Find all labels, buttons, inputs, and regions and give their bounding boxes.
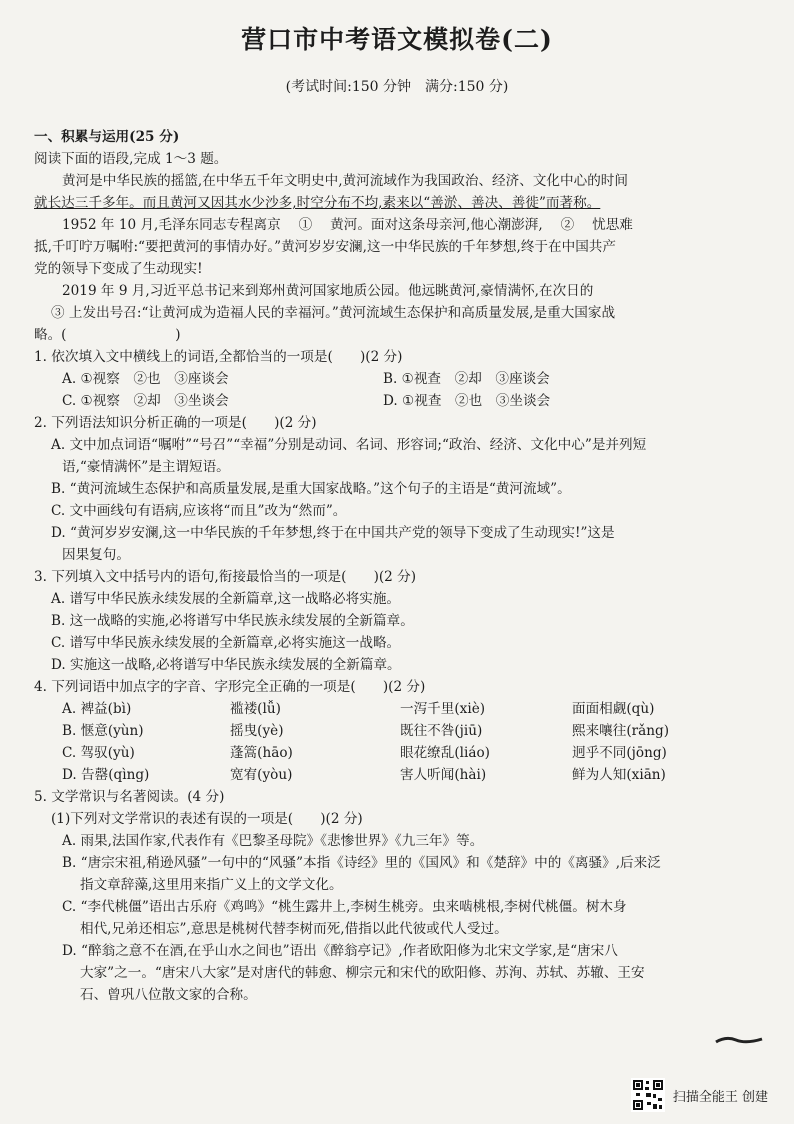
question-5-line: 相代,兄弟还相忘”,意思是桃树代替李树而死,借指以此代彼或代人受过。 [80,921,508,937]
option-b: B. ①视查 ②却 ③座谈会 [383,371,550,387]
question-2-line: D. “黄河岁岁安澜,这一中华民族的千年梦想,终于在中国共产党的领导下变成了生动现实!”这是 [51,525,615,541]
question-5-line: C. “李代桃僵”语出古乐府《鸡鸣》“桃生露井上,李树生桃旁。虫来啮桃根,李树代桃僵。树木身 [62,899,627,915]
exam-info: (考试时间:150 分钟 满分:150 分) [285,79,509,95]
q4-cell: 眼花缭乱(liáo) [400,745,490,761]
section-heading: 一、积累与运用(25 分) [34,129,180,145]
question-2-line: A. 文中加点词语“嘱咐”“号召”“幸福”分别是动词、名词、形容词;“政治、经济、文化中心”是并列短 [51,437,647,453]
question-5-line: B. “唐宗宋祖,稍逊风骚”一句中的“风骚”本指《诗经》里的《国风》和《楚辞》中的《离骚》,后来泛 [62,855,661,871]
question-5-line: 大家”之一。“唐宋八大家”是对唐代的韩愈、柳宗元和宋代的欧阳修、苏洵、苏轼、苏辙、王安 [80,965,645,981]
question-4-row [34,764,774,786]
question-4-row [34,742,774,764]
scanner-watermark [631,1078,768,1112]
question-5-line: 石、曾巩八位散文家的合称。 [80,987,257,1003]
option-a: A. ①视察 ②也 ③座谈会 [62,371,229,387]
reading-intro: 阅读下面的语段,完成 1～3 题。 [34,151,228,167]
question-2-stem: 2. 下列语法知识分析正确的一项是( )(2 分) [34,415,317,431]
option-d: D. ①视查 ②也 ③坐谈会 [383,393,551,409]
q4-cell: 摇曳(yè) [230,723,284,739]
question-1-stem: 1. 依次填入文中横线上的词语,全都恰当的一项是( )(2 分) [34,349,403,365]
q4-cell: 蓬篙(hāo) [230,745,293,761]
question-5-sub1: (1)下列对文学常识的表述有误的一项是( )(2 分) [51,811,363,827]
q4-cell: 面面相觑(qù) [572,701,655,717]
passage-line: 抵,千叮咛万嘱咐:“要把黄河的事情办好。”黄河岁岁安澜,这一中华民族的千年梦想,终于在中国共产 [34,239,616,255]
question-2-line: 语,“豪情满怀”是主谓短语。 [62,459,230,475]
page-mark-icon [714,1030,764,1050]
page-title: 营口市中考语文模拟卷(二) [241,25,553,54]
passage-line: ③ 上发出号召:“让黄河成为造福人民的幸福河。”黄河流域生态保护和高质量发展,是重大国家战 [51,305,616,321]
question-1-options-row [34,390,774,412]
q4-cell: 一泻千里(xiè) [400,701,486,717]
question-2-line: B. “黄河流域生态保护和高质量发展,是重大国家战略。”这个句子的主语是“黄河流域”。 [51,481,571,497]
q4-cell: C. 驾驭(yù) [62,745,135,761]
question-3-line: C. 谱写中华民族永续发展的全新篇章,必将实施这一战略。 [51,635,401,651]
q4-cell: 害人听闻(hài) [400,767,487,783]
passage-line-underlined: 就长达三千多年。而且黄河又因其水少沙多,时空分布不均,素来以“善淤、善决、善徙”而著称。 [34,195,601,211]
q4-cell: 迥乎不同(jōng) [572,745,667,761]
passage-line: 党的领导下变成了生动现实! [34,261,203,277]
question-4-stem: 4. 下列词语中加点字的字音、字形完全正确的一项是( )(2 分) [34,679,426,695]
q4-cell: 熙来嚷往(rǎng) [572,723,670,739]
q4-cell: A. 裨益(bì) [62,701,132,717]
question-4-row [34,698,774,720]
passage-line: 2019 年 9 月,习近平总书记来到郑州黄河国家地质公园。他远眺黄河,豪情满怀,在次日的 [62,283,594,299]
question-2-line: 因果复句。 [62,547,130,563]
passage-line: 1952 年 10 月,毛泽东同志专程离京 ① 黄河。面对这条母亲河,他心潮澎湃, ② 忧思难 [62,217,633,233]
question-5-line: A. 雨果,法国作家,代表作有《巴黎圣母院》《悲惨世界》《九三年》等。 [62,833,484,849]
question-3-line: D. 实施这一战略,必将谱写中华民族永续发展的全新篇章。 [51,657,401,673]
question-5-line: 指文章辞藻,这里用来指广义上的文学文化。 [80,877,343,893]
passage-line: 黄河是中华民族的摇篮,在中华五千年文明史中,黄河流域作为我国政治、经济、文化中心的时间 [62,173,628,189]
exam-content [34,126,774,1006]
q4-cell: 既往不咎(jiū) [400,723,483,739]
question-5-stem: 5. 文学常识与名著阅读。(4 分) [34,789,225,805]
question-3-line: B. 这一战略的实施,必将谱写中华民族永续发展的全新篇章。 [51,613,414,629]
option-c: C. ①视察 ②却 ③坐谈会 [62,393,229,409]
passage-line: 略。( ) [34,327,181,343]
question-2-line: C. 文中画线句有语病,应该将“而且”改为“然而”。 [51,503,347,519]
question-4-row [34,720,774,742]
question-1-options-row [34,368,774,390]
watermark-text: 扫描全能王 创建 [672,1089,768,1105]
question-3-line: A. 谱写中华民族永续发展的全新篇章,这一战略必将实施。 [51,591,401,607]
q4-cell: D. 告罄(qìng) [62,767,150,783]
q4-cell: 鲜为人知(xiān) [572,767,666,783]
q4-cell: B. 惬意(yùn) [62,723,144,739]
q4-cell: 褴褛(lǚ) [230,701,281,717]
qr-code-icon [631,1078,665,1112]
question-3-stem: 3. 下列填入文中括号内的语句,衔接最恰当的一项是( )(2 分) [34,569,417,585]
question-5-line: D. “醉翁之意不在酒,在乎山水之间也”语出《醉翁亭记》,作者欧阳修为北宋文学家,是“唐宋八 [62,943,618,959]
q4-cell: 宽宥(yòu) [230,767,293,783]
